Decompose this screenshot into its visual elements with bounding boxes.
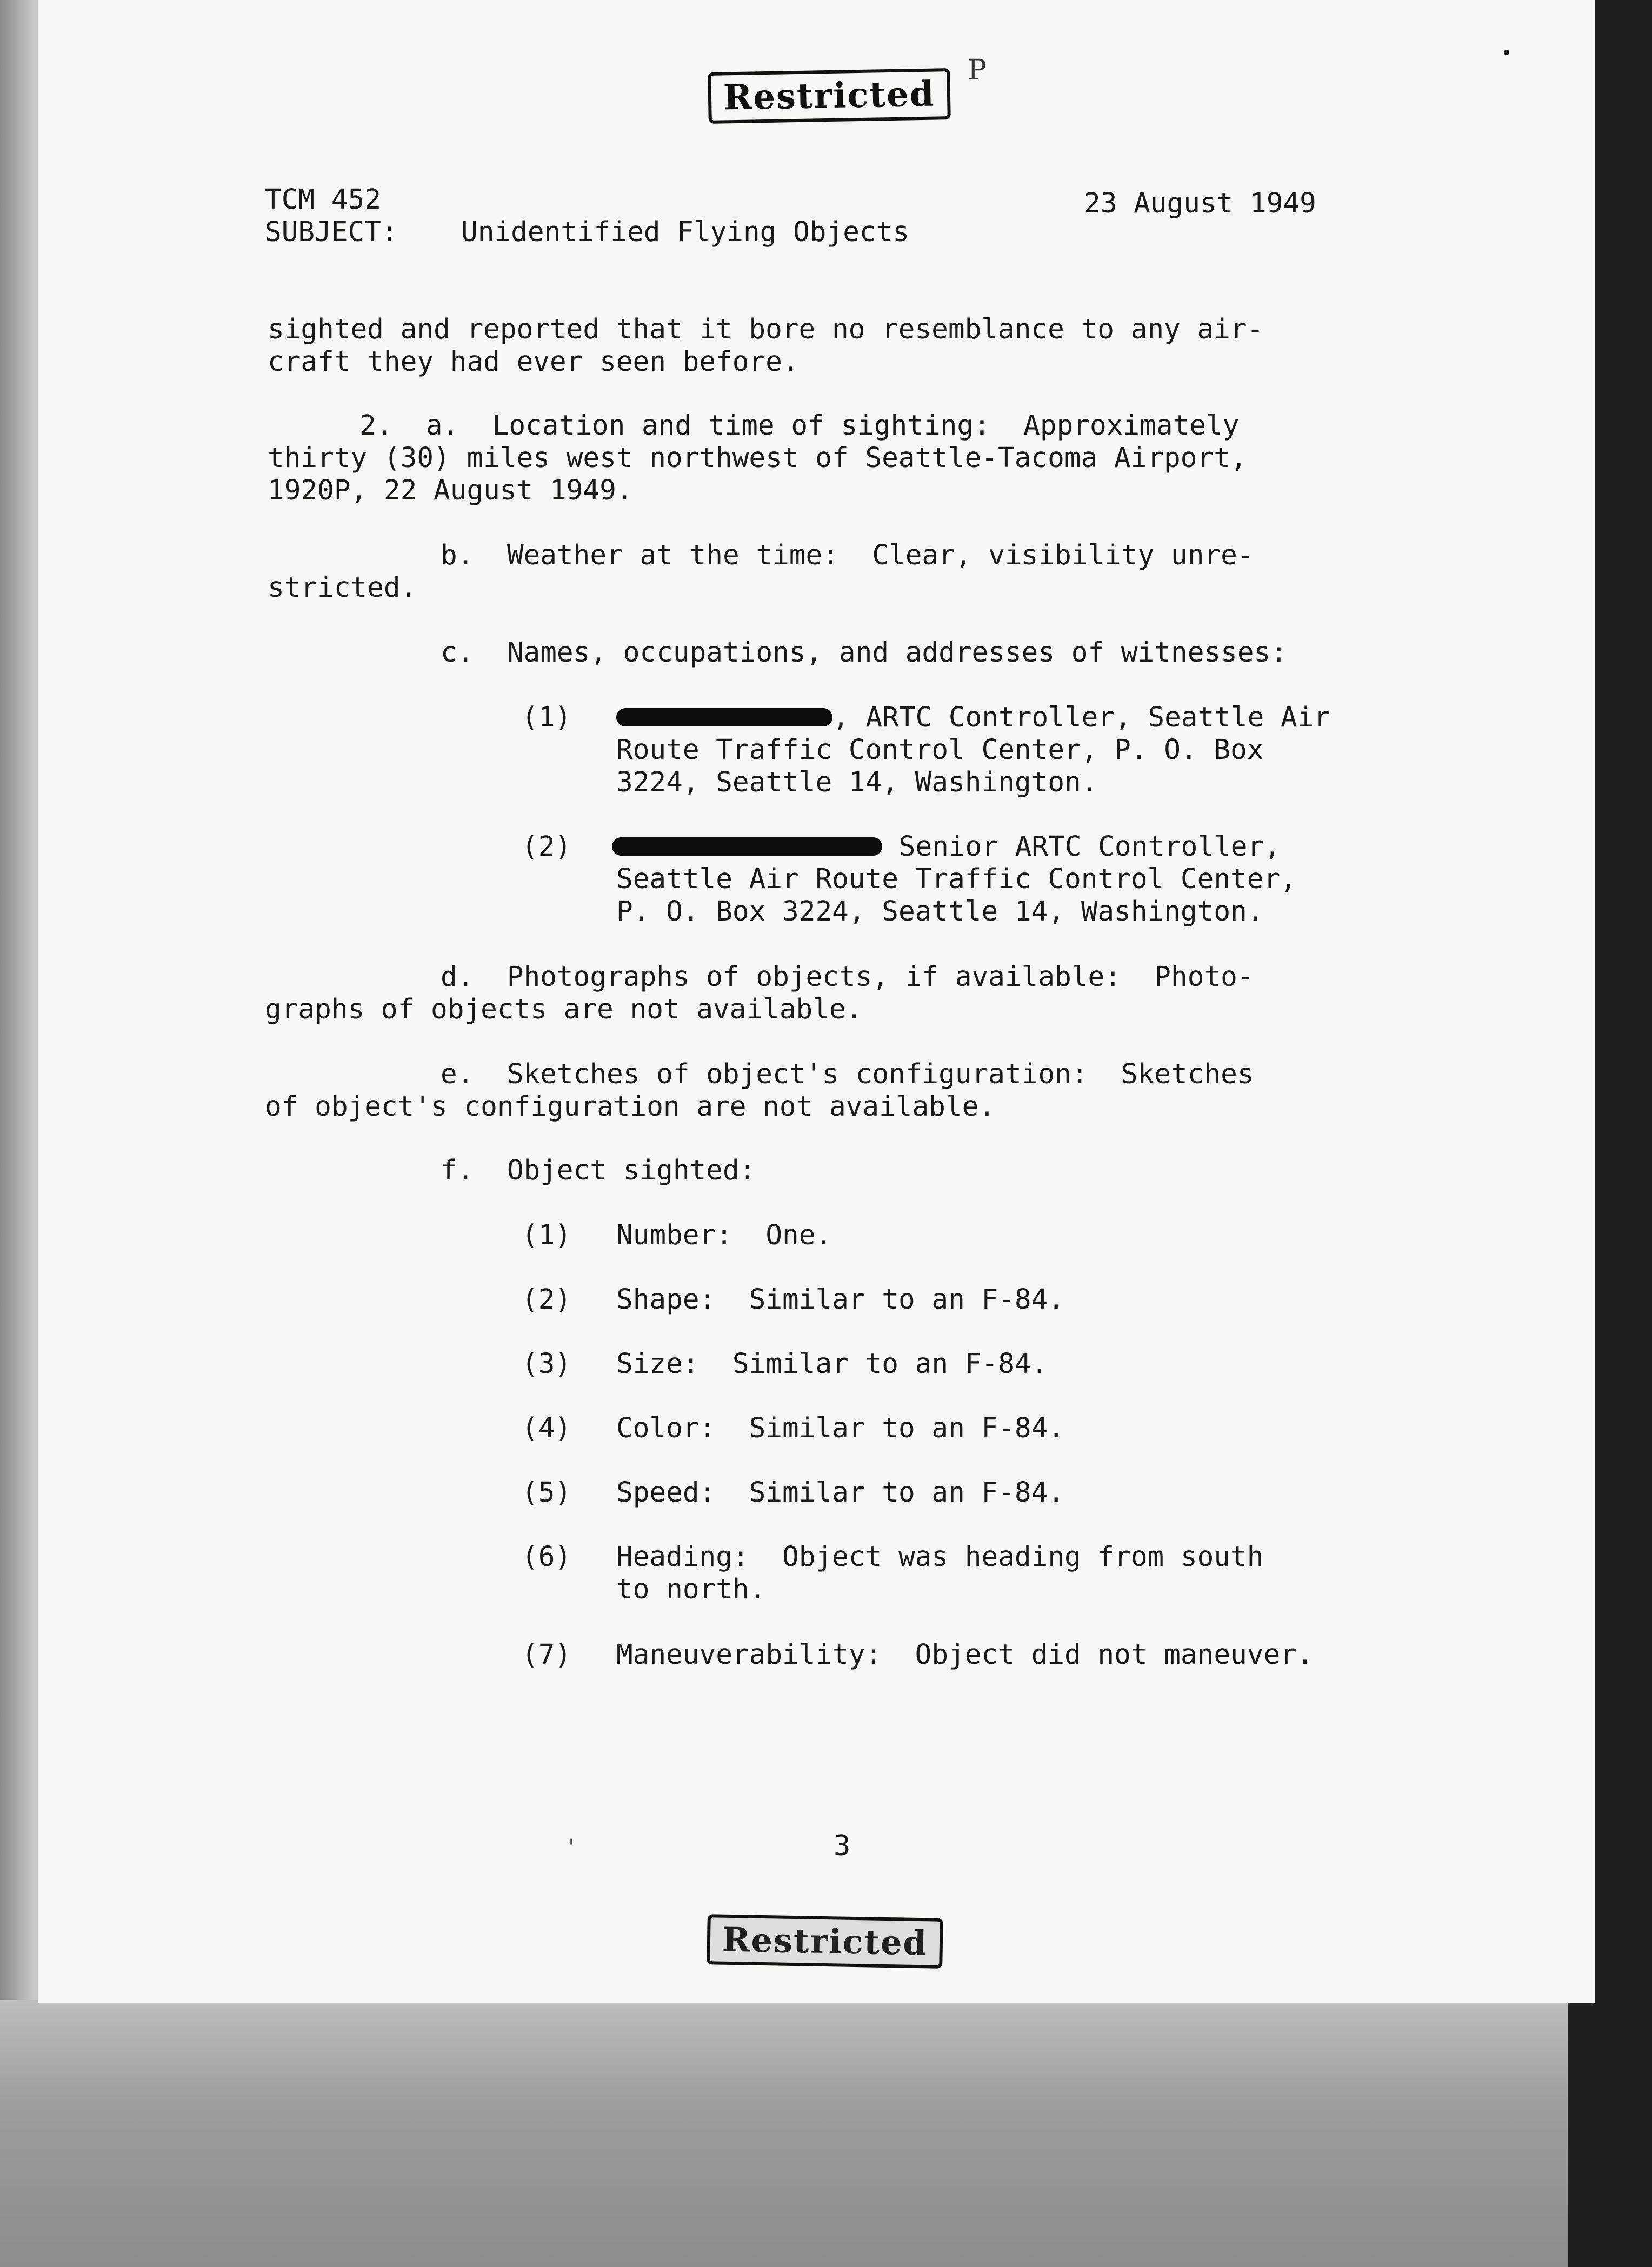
para-2e-line-2: of object's configuration are not available. bbox=[265, 1091, 996, 1123]
stray-mark: ' bbox=[565, 1835, 578, 1860]
para-2d-line-1: d. Photographs of objects, if available: Photo- bbox=[441, 961, 1254, 993]
intro-line-2: craft they had ever seen before. bbox=[268, 346, 799, 378]
object-item-6-text: Heading: Object was heading from south bbox=[616, 1541, 1264, 1573]
object-item-2-number: (2) bbox=[522, 1284, 572, 1316]
document-date: 23 August 1949 bbox=[1084, 188, 1316, 219]
witness-2-line-2: Seattle Air Route Traffic Control Center, bbox=[616, 863, 1297, 895]
subject-text: Unidentified Flying Objects bbox=[461, 216, 910, 248]
intro-line-1: sighted and reported that it bore no resemblance to any air- bbox=[268, 314, 1264, 345]
scan-left-edge bbox=[0, 0, 38, 2000]
witness-1-line-2: Route Traffic Control Center, P. O. Box bbox=[616, 734, 1264, 766]
object-item-4-text: Color: Similar to an F-84. bbox=[616, 1412, 1065, 1444]
para-2e-line-1: e. Sketches of object's configuration: Sketches bbox=[441, 1058, 1254, 1090]
object-item-1-text: Number: One. bbox=[616, 1219, 832, 1251]
para-2c: c. Names, occupations, and addresses of witnesses: bbox=[441, 637, 1287, 669]
object-item-4-number: (4) bbox=[522, 1412, 572, 1444]
redaction-bar-1 bbox=[616, 708, 832, 726]
redaction-bar-2 bbox=[612, 837, 882, 856]
object-item-2-text: Shape: Similar to an F-84. bbox=[616, 1284, 1065, 1316]
object-item-3-text: Size: Similar to an F-84. bbox=[616, 1348, 1048, 1380]
para-2f: f. Object sighted: bbox=[441, 1155, 756, 1186]
object-item-1-number: (1) bbox=[522, 1219, 572, 1251]
page-number: 3 bbox=[834, 1830, 851, 1862]
object-item-3-number: (3) bbox=[522, 1348, 572, 1380]
object-item-6-number: (6) bbox=[522, 1541, 572, 1573]
object-item-7-text: Maneuverability: Object did not maneuver. bbox=[616, 1639, 1314, 1671]
witness-2-line-1: Senior ARTC Controller, bbox=[882, 831, 1281, 863]
para-2b-line-2: stricted. bbox=[268, 572, 417, 604]
document-page bbox=[38, 0, 1595, 2003]
witness-1-line-1: , ARTC Controller, Seattle Air bbox=[832, 702, 1331, 734]
handwritten-mark: P bbox=[968, 54, 987, 86]
object-item-5-text: Speed: Similar to an F-84. bbox=[616, 1477, 1065, 1509]
witness-1-number: (1) bbox=[522, 702, 572, 734]
ink-dot bbox=[1504, 50, 1509, 55]
object-item-6-continuation: to north. bbox=[616, 1573, 766, 1605]
para-2b-line-1: b. Weather at the time: Clear, visibility unre- bbox=[441, 539, 1254, 571]
restricted-stamp-bottom: Restricted bbox=[707, 1914, 943, 1969]
object-item-7-number: (7) bbox=[522, 1639, 572, 1671]
para-2a-line-3: 1920P, 22 August 1949. bbox=[268, 475, 633, 506]
restricted-stamp-top: Restricted bbox=[708, 68, 950, 124]
witness-1-line-3: 3224, Seattle 14, Washington. bbox=[616, 766, 1098, 798]
document-reference: TCM 452 bbox=[265, 184, 381, 216]
witness-2-number: (2) bbox=[522, 831, 572, 863]
para-2a-line-1: 2. a. Location and time of sighting: Approximately bbox=[359, 410, 1240, 442]
object-item-5-number: (5) bbox=[522, 1477, 572, 1509]
para-2d-line-2: graphs of objects are not available. bbox=[265, 994, 863, 1025]
scan-bottom-edge bbox=[0, 2000, 1568, 2267]
witness-2-line-3: P. O. Box 3224, Seattle 14, Washington. bbox=[616, 896, 1264, 928]
para-2a-line-2: thirty (30) miles west northwest of Seattle-Tacoma Airport, bbox=[268, 442, 1247, 474]
subject-label: SUBJECT: bbox=[265, 216, 398, 248]
